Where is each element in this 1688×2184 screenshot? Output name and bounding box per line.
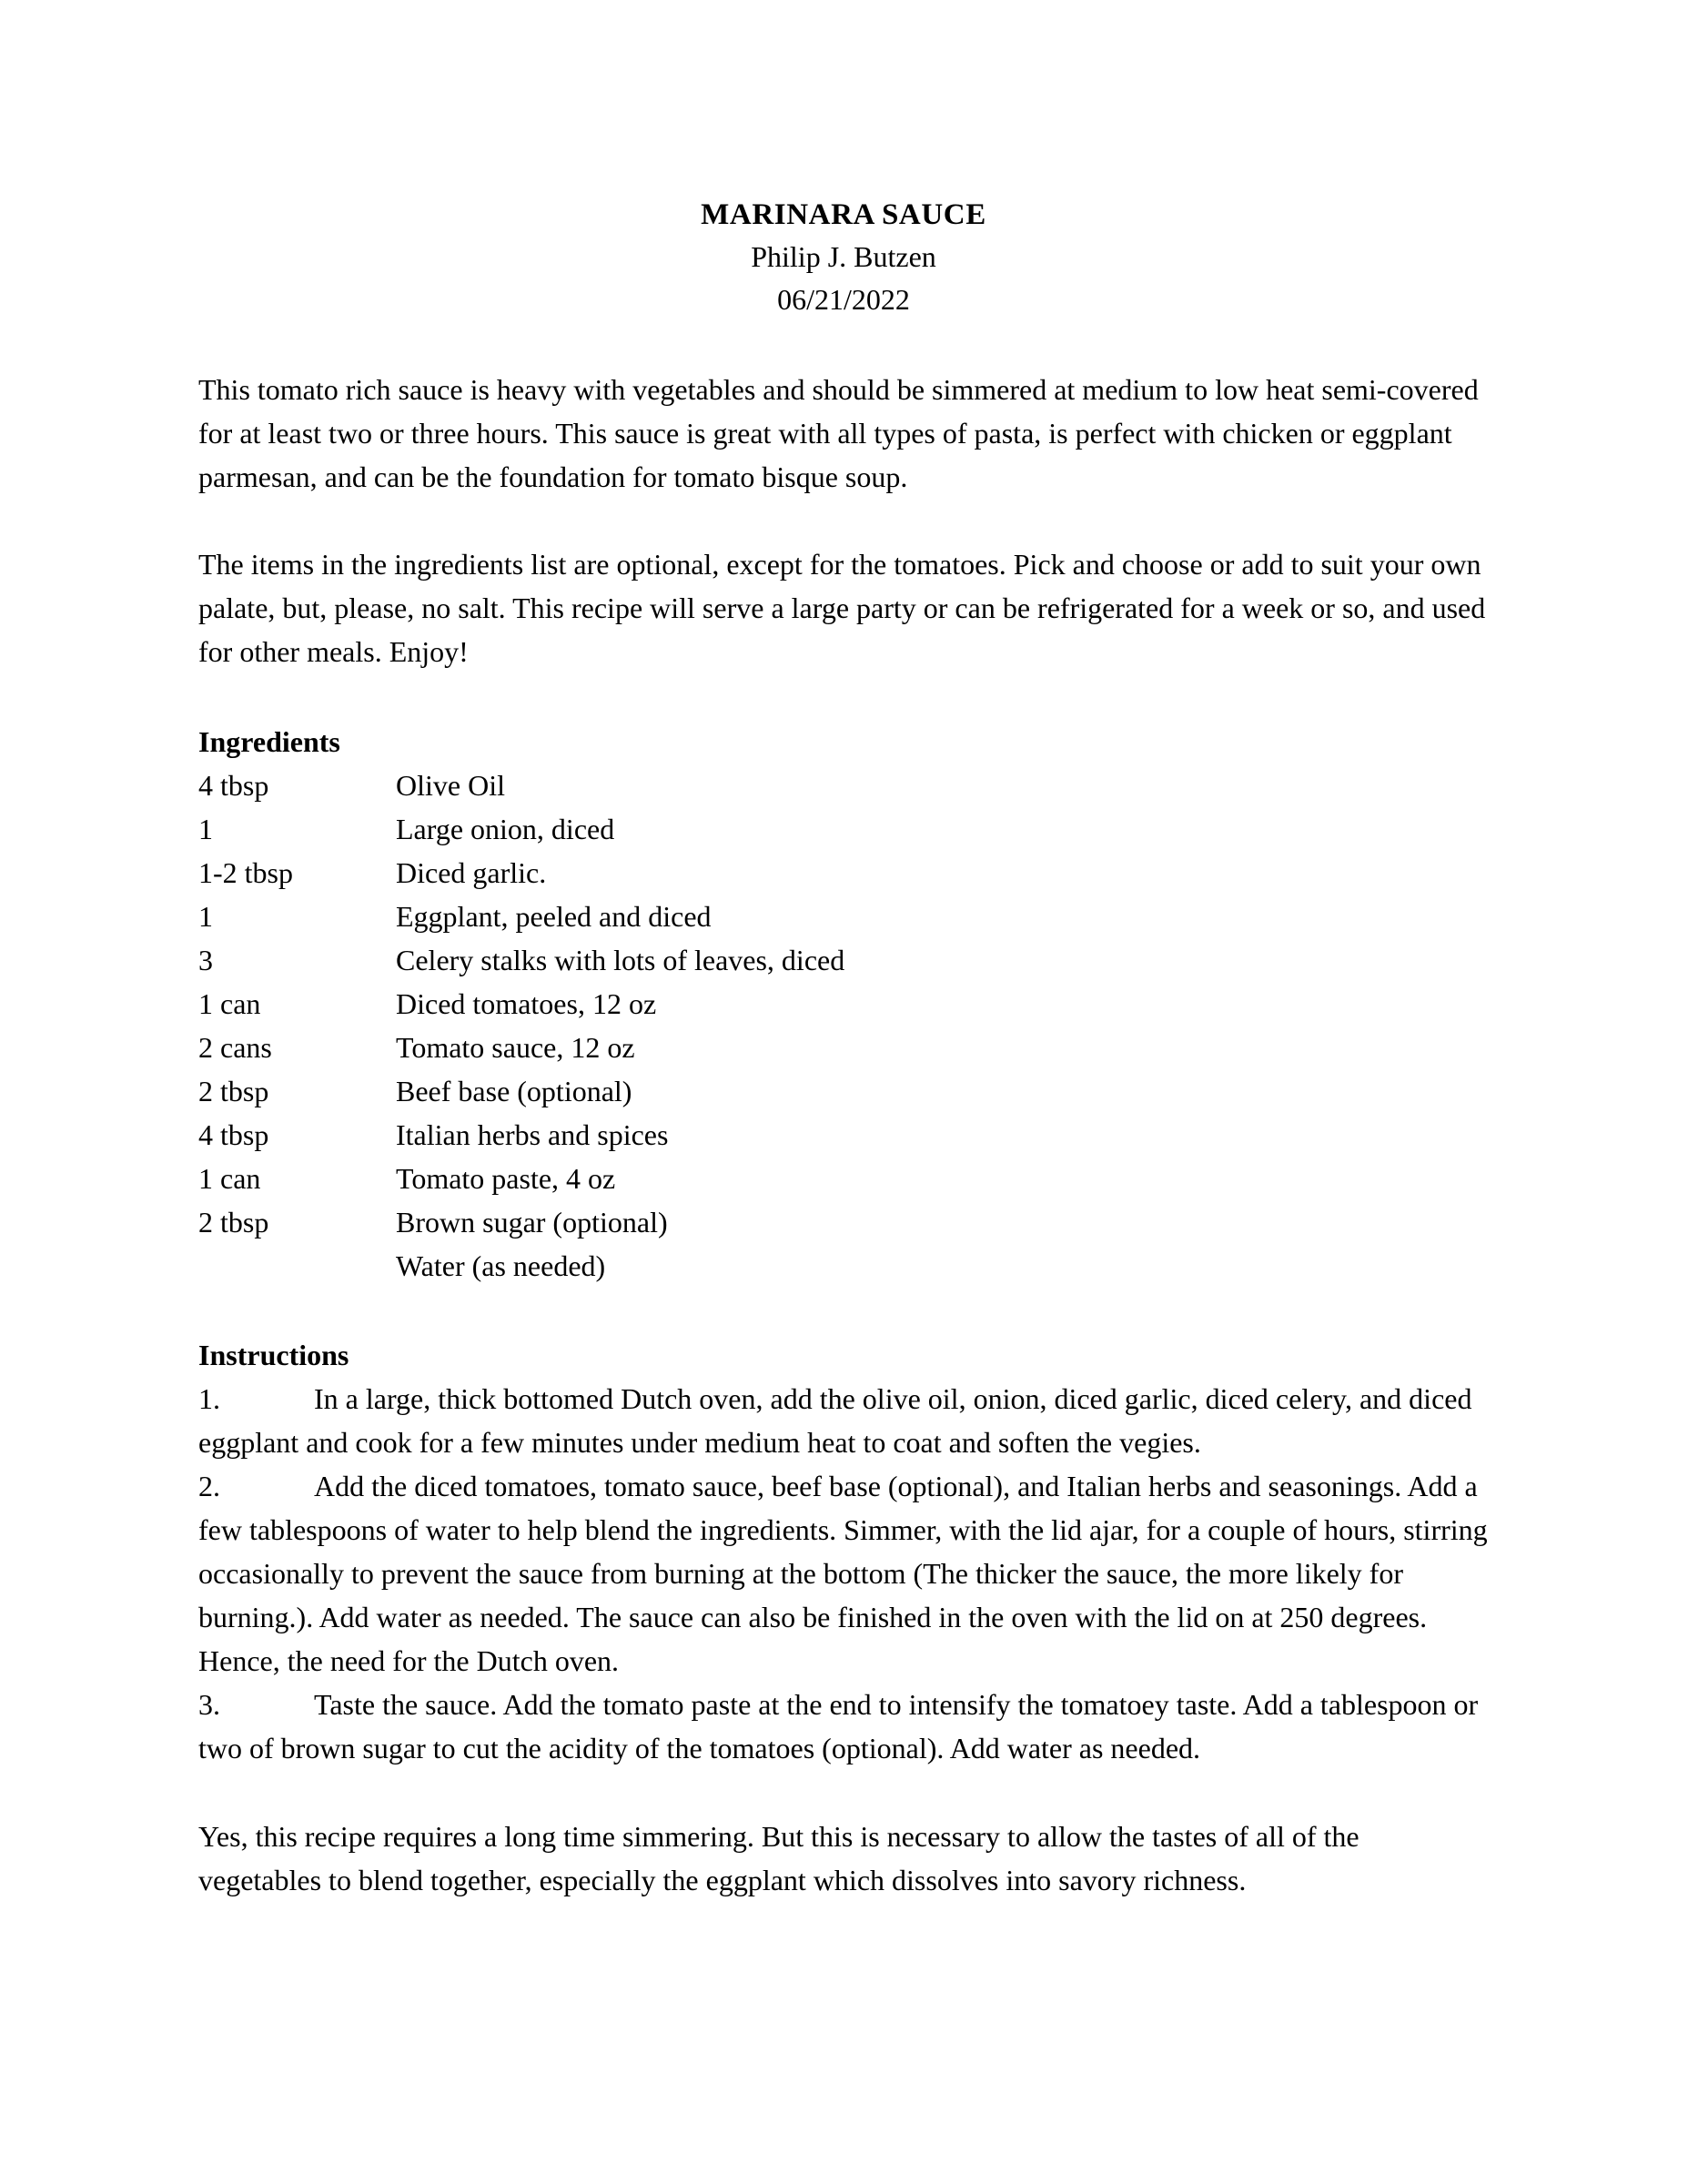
ingredient-description: Italian herbs and spices (396, 1118, 669, 1151)
ingredient-row (198, 1113, 1489, 1157)
instruction-step-number: 2. (198, 1470, 220, 1502)
ingredient-quantity: 4 tbsp (198, 1118, 269, 1151)
ingredient-quantity: 1 can (198, 987, 261, 1020)
ingredient-description: Diced garlic. (396, 856, 547, 889)
instruction-step-text: Add the diced tomatoes, tomato sauce, beef base (optional), and Italian herbs and seasonings. Add a few tablespoons of water to help blend the ingredients. Simmer, with the lid ajar, for a couple of hours, stirring occasionally to prevent the sauce from burning at the bottom (The thicker the sauce, the more likely for burning.). Add water as needed. The sauce can also be finished in the oven with the lid on at 250 degrees. Hence, the need for the Dutch oven. (198, 1470, 1488, 1677)
intro-paragraph-1: This tomato rich sauce is heavy with vegetables and should be simmered at medium to low heat semi-covered for at least two or three hours. This sauce is great with all types of pasta, is perfect with chicken or eggplant parmesan, and can be the foundation for tomato bisque soup. (198, 373, 1479, 493)
ingredient-row (198, 763, 1489, 807)
instruction-step-text: Taste the sauce. Add the tomato paste at the end to intensify the tomatoey taste. Add a tablespoon or two of brown sugar to cut the acidity of the tomatoes (optional). Add water as needed. (198, 1688, 1479, 1764)
ingredient-quantity: 4 tbsp (198, 769, 269, 802)
ingredient-quantity: 2 cans (198, 1031, 272, 1064)
instruction-step-number: 3. (198, 1688, 220, 1721)
ingredient-description: Tomato sauce, 12 oz (396, 1031, 635, 1064)
ingredient-description: Beef base (optional) (396, 1075, 632, 1107)
ingredient-quantity: 2 tbsp (198, 1206, 269, 1239)
ingredient-row (198, 1069, 1489, 1113)
ingredient-description: Eggplant, peeled and diced (396, 900, 712, 933)
ingredient-quantity (198, 1244, 396, 1288)
ingredient-description: Water (as needed) (396, 1249, 606, 1282)
ingredient-description: Olive Oil (396, 769, 505, 802)
instruction-step (198, 1377, 1489, 1464)
ingredient-row (198, 851, 1489, 895)
ingredient-quantity: 1 (198, 900, 213, 933)
ingredient-description: Large onion, diced (396, 813, 615, 845)
ingredient-quantity: 1 can (198, 1162, 261, 1195)
title-block (198, 0, 1489, 321)
intro-paragraph-2: The items in the ingredients list are optional, except for the tomatoes. Pick and choose or add to suit your own palate, but, please, no salt. This recipe will serve a large party or can be refrigerated for a week or so, and used for other meals. Enjoy! (198, 548, 1486, 668)
ingredient-quantity: 1-2 tbsp (198, 856, 293, 889)
ingredient-row (198, 807, 1489, 851)
ingredient-row (198, 938, 1489, 982)
ingredient-description: Diced tomatoes, 12 oz (396, 987, 657, 1020)
ingredients-heading: Ingredients (198, 725, 340, 758)
ingredient-row (198, 1200, 1489, 1244)
ingredient-quantity: 1 (198, 813, 213, 845)
instruction-step-number: 1. (198, 1382, 220, 1415)
ingredient-row (198, 895, 1489, 938)
closing-paragraph: Yes, this recipe requires a long time simmering. But this is necessary to allow the tastes of all of the vegetables to blend together, especially the eggplant which dissolves into savory richness. (198, 1820, 1359, 1896)
ingredient-quantity: 2 tbsp (198, 1075, 269, 1107)
document-body (198, 0, 1489, 1902)
instruction-step (198, 1683, 1489, 1770)
ingredient-description: Tomato paste, 4 oz (396, 1162, 616, 1195)
ingredient-row (198, 1244, 1489, 1288)
page-title: MARINARA SAUCE (701, 198, 986, 231)
document-author: Philip J. Butzen (751, 240, 936, 273)
instructions-heading: Instructions (198, 1339, 349, 1371)
document-date: 06/21/2022 (777, 283, 910, 316)
ingredient-row (198, 1026, 1489, 1069)
ingredient-row (198, 982, 1489, 1026)
instruction-step (198, 1464, 1489, 1683)
instruction-step-text: In a large, thick bottomed Dutch oven, add the olive oil, onion, diced garlic, diced celery, and diced eggplant and cook for a few minutes under medium heat to coat and soften the vegies. (198, 1382, 1472, 1459)
ingredient-row (198, 1157, 1489, 1200)
instructions-list (198, 1377, 1489, 1770)
ingredient-description: Brown sugar (optional) (396, 1206, 668, 1239)
ingredient-quantity: 3 (198, 944, 213, 976)
ingredients-list (198, 763, 1489, 1288)
ingredient-description: Celery stalks with lots of leaves, diced (396, 944, 845, 976)
